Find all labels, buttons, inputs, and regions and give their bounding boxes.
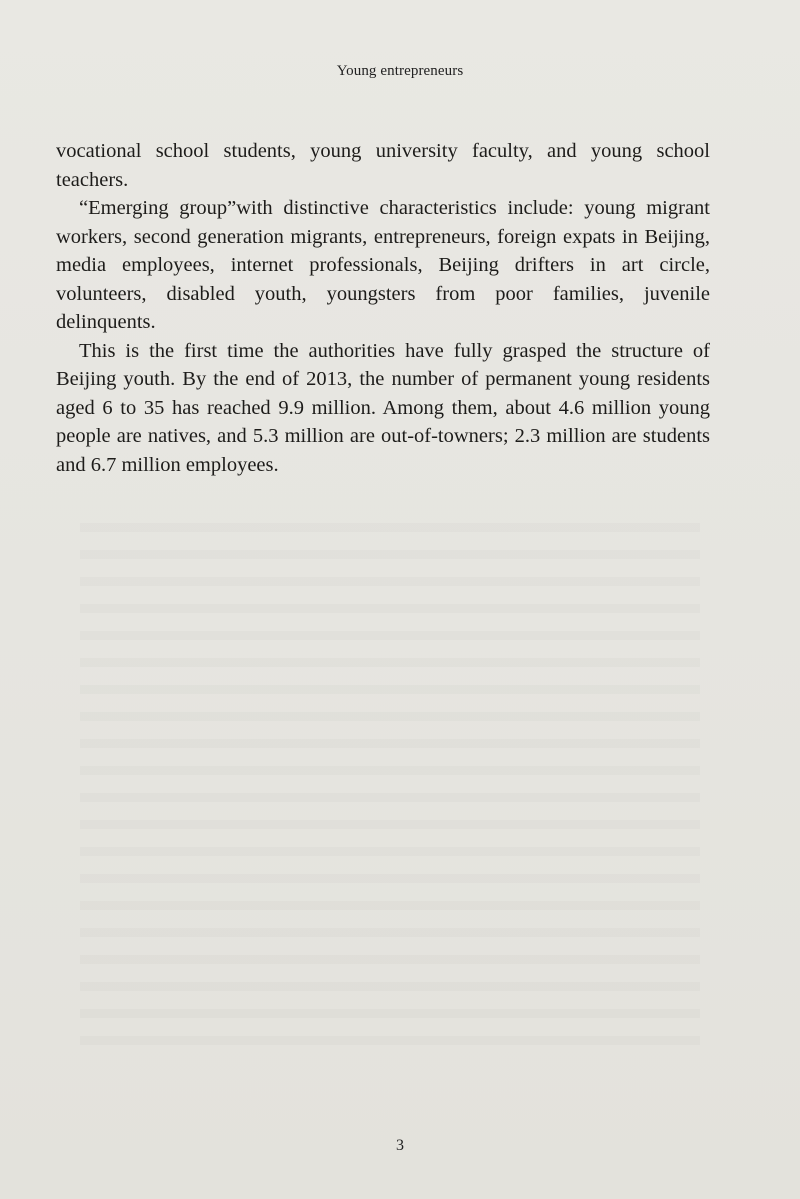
paragraph-emerging-group: “Emerging group”with distinctive characteristics include: young migrant workers, second generation migrants, entrepreneurs, foreign expats in Beijing, media employees, internet professionals, Beijing drifters in art circle, volunteers, disabled youth, youngsters from poor families, juvenile delinquents.: [56, 197, 710, 333]
show-through-texture: [80, 505, 700, 1045]
paragraph-continuation: vocational school students, young university faculty, and young school teachers.: [56, 140, 710, 191]
running-head: Young entrepreneurs: [336, 63, 464, 79]
paragraph-youth-structure: This is the first time the authorities have fully grasped the structure of Beijing youth. By the end of 2013, the number of permanent young residents aged 6 to 35 has reached 9.9 million. Among them, about 4.6 million young people are natives, and 5.3 million are out-of-towners; 2.3 million are students and 6.7 million employees.: [56, 339, 710, 476]
page-number: 3: [396, 1137, 404, 1154]
body-text: [56, 137, 710, 479]
